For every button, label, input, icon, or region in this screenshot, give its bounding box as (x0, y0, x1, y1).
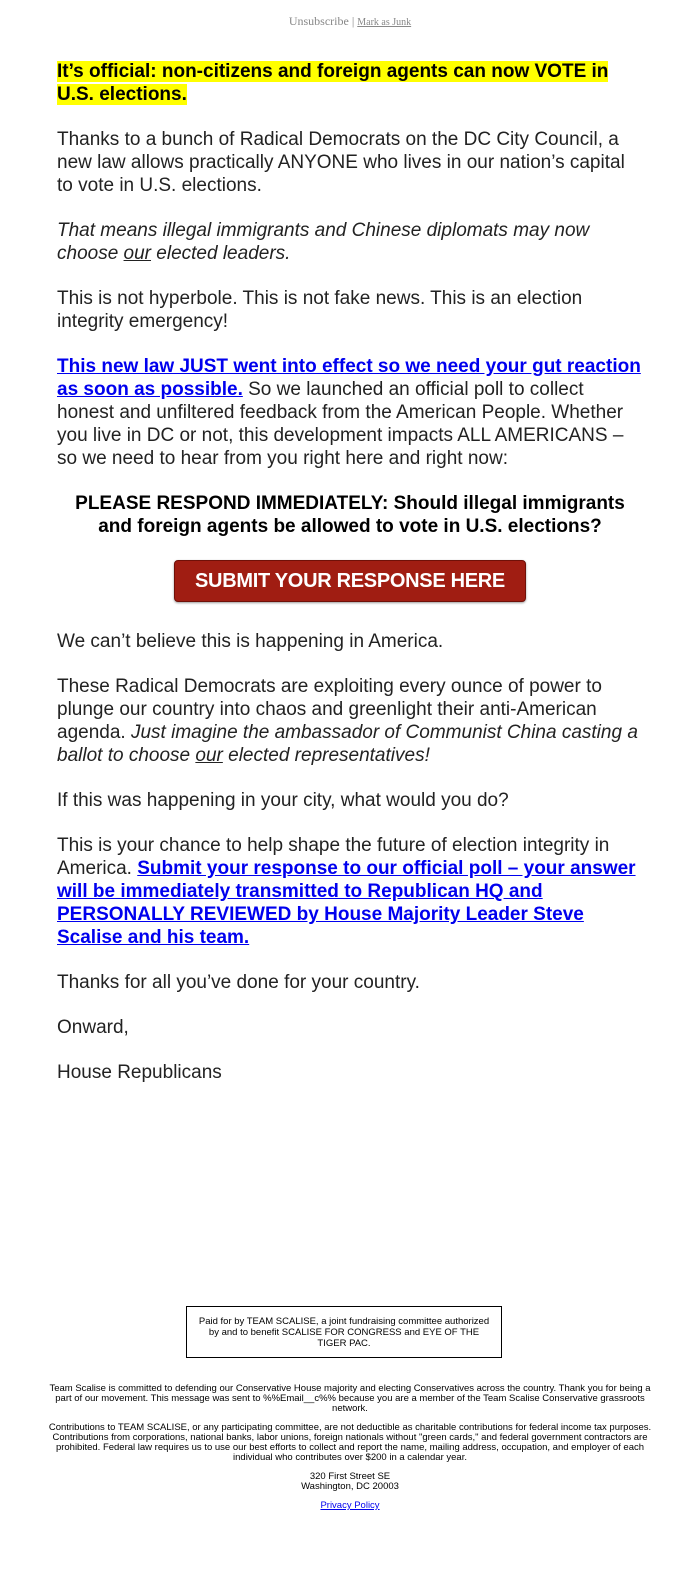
gut-reaction-link[interactable]: This new law JUST went into effect so we need your gut reaction as soon as possible. (57, 356, 641, 400)
paragraph-intro: Thanks to a bunch of Radical Democrats on the DC City Council, a new law allows practically ANYONE who lives in our nation’s capital to vote in U.S. elections. (57, 129, 625, 196)
address-line-2: Washington, DC 20003 (301, 1481, 399, 1492)
paragraph-thanks: Thanks for all you’ve done for your country. (57, 972, 420, 993)
headline (57, 60, 643, 106)
poll-question: PLEASE RESPOND IMMEDIATELY: Should illegal immigrants and foreign agents be allowed to vote in U.S. elections? (75, 493, 625, 537)
imagine-text-2: elected representatives! (222, 745, 430, 766)
footer-privacy (48, 1501, 652, 1511)
implication-emphasis: our (123, 243, 152, 264)
radical-democrats-text: These Radical Democrats are exploiting every ounce of power to plunge our country into chaos and greenlight their anti-American agenda. (57, 676, 602, 743)
email-footer (48, 1384, 652, 1520)
headline-text: It’s official: non-citizens and foreign agents can now VOTE in U.S. elections. (57, 61, 609, 105)
paid-for-disclaimer: Paid for by TEAM SCALISE, a joint fundraising committee authorized by and to benefit SCALISE FOR CONGRESS and EYE OF THE TIGER PAC. (186, 1306, 502, 1358)
header-separator: | (348, 14, 358, 28)
paragraph-implication (57, 219, 643, 265)
paragraph-emergency: This is not hyperbole. This is not fake news. This is an election integrity emergency! (57, 288, 583, 332)
paragraph-radical-democrats (57, 675, 643, 767)
imagine-text-1: Just imagine the ambassador of Communist China casting a ballot to choose (57, 722, 638, 766)
unsubscribe-link[interactable]: Unsubscribe (288, 14, 349, 28)
cta-wrapper (57, 560, 643, 602)
paragraph-disbelief: We can’t believe this is happening in America. (57, 631, 444, 652)
submit-poll-link[interactable]: Submit your response to our official poll – your answer will be immediately transmitted to Republican HQ and PERSONALLY REVIEWED by House Majority Leader Steve Scalise and his team. (57, 858, 636, 948)
footer-contributions: Contributions to TEAM SCALISE, or any participating committee, are not deductible as charitable contributions for federal income tax purposes. Contributions from corporations, national banks, labor unions, foreign nationals without "green cards," and federal government contractors are prohibited. Federal law requires us to use our best efforts to collect and report the name, mailing address, occupation, and employer of each individual who contributes over $200 in a calendar year. (48, 1422, 652, 1463)
footer-commitment: Team Scalise is committed to defending our Conservative House majority and electing Conservatives across the country. Thank you for being a part of our movement. This message was sent to %%Email__c%% because you are a member of the Team Scalise Conservative grassroots network. (49, 1383, 651, 1414)
address-line-1: 320 First Street SE (309, 1471, 391, 1482)
implication-text-2: elected leaders. (151, 243, 291, 264)
paragraph-onward: Onward, (57, 1017, 129, 1038)
footer-address (48, 1472, 652, 1492)
paragraph-poll (57, 355, 643, 470)
paragraph-chance (57, 834, 643, 949)
submit-response-button[interactable]: SUBMIT YOUR RESPONSE HERE (174, 560, 526, 602)
signature: House Republicans (57, 1062, 222, 1083)
implication-text-1: That means illegal immigrants and Chinese diplomats may now choose (57, 220, 590, 264)
chance-text: This is your chance to help shape the future of election integrity in America. (57, 835, 610, 879)
poll-text: So we launched an official poll to collect honest and unfiltered feedback from the American People. Whether you live in DC or not, this development impacts ALL AMERICANS – so we need to hear from you right here and right now: (57, 379, 624, 469)
email-header-links (0, 14, 700, 29)
email-body (57, 60, 643, 1106)
privacy-policy-link[interactable]: Privacy Policy (320, 1500, 380, 1511)
mark-as-junk-link[interactable]: Mark as Junk (357, 17, 412, 28)
paragraph-question-city: If this was happening in your city, what would you do? (57, 790, 509, 811)
imagine-emphasis: our (195, 745, 223, 766)
